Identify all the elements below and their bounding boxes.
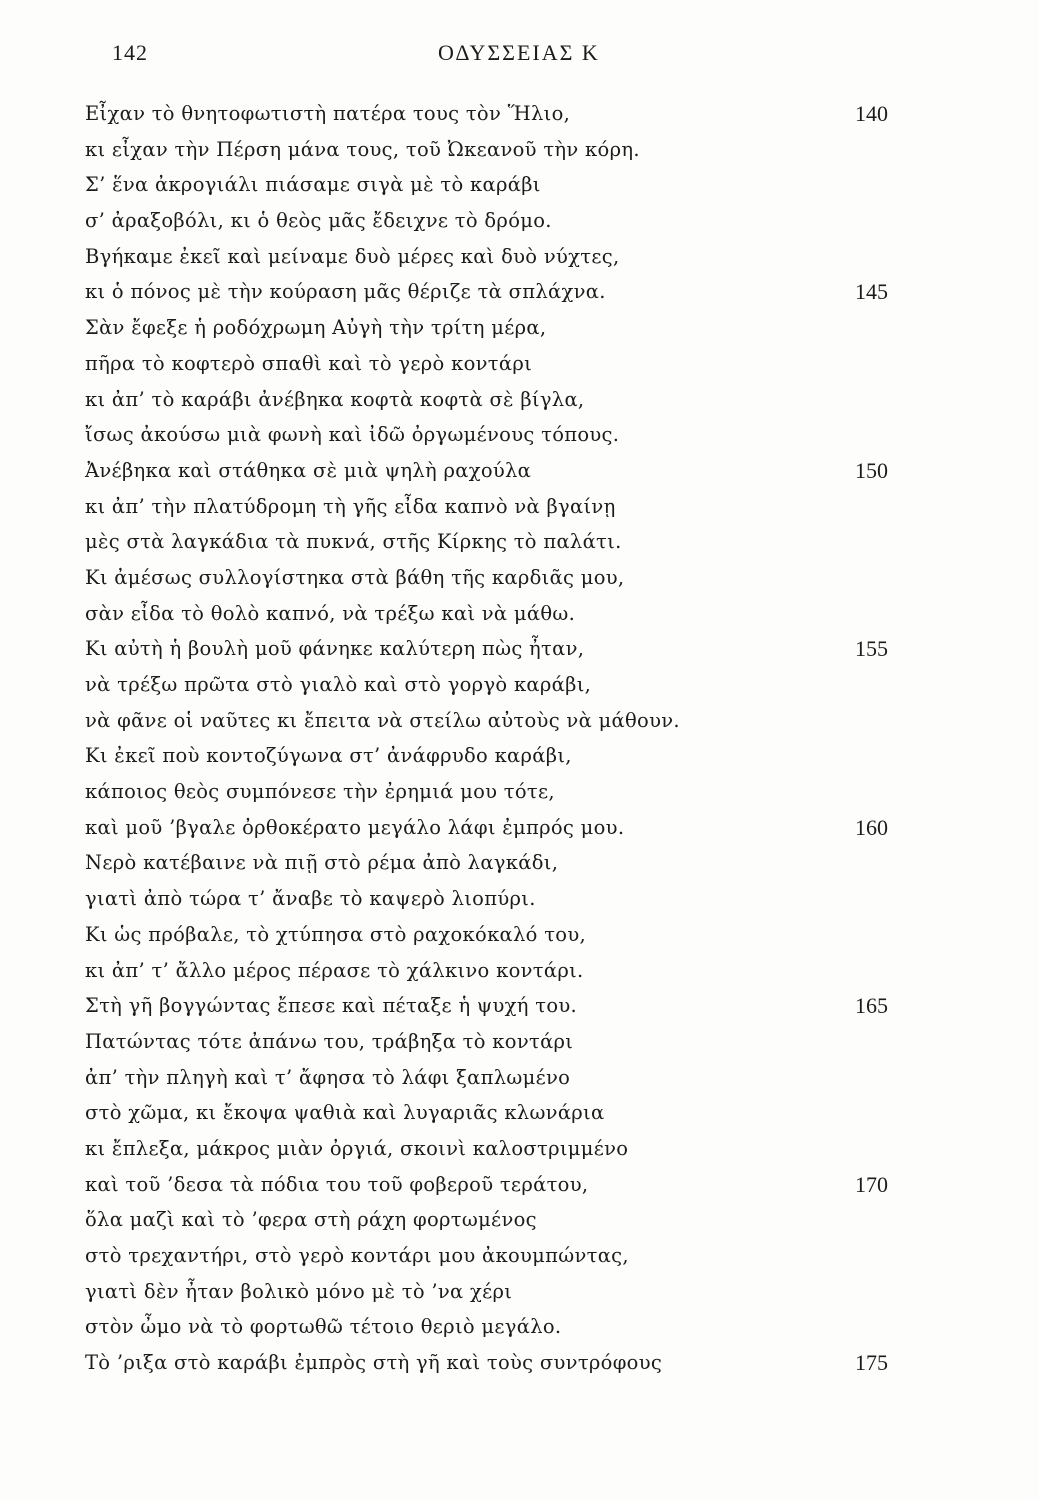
verse-line bbox=[0, 560, 1039, 596]
verse-line bbox=[0, 132, 1039, 168]
page-number: 142 bbox=[112, 40, 148, 65]
verse-line bbox=[0, 167, 1039, 203]
verse-line bbox=[0, 382, 1039, 418]
verse-line bbox=[0, 596, 1039, 632]
verse-line bbox=[0, 631, 1039, 667]
verse-line bbox=[0, 453, 1039, 489]
verse-text: γιατὶ δὲν ἦταν βολικὸ μόνο μὲ τὸ ’να χέρι bbox=[85, 1279, 513, 1303]
verse-line bbox=[0, 667, 1039, 703]
poem-body bbox=[0, 96, 1039, 1381]
line-number: 175 bbox=[855, 1350, 888, 1376]
verse-text: Σὰν ἔφεξε ἡ ροδόχρωμη Αὐγὴ τὴν τρίτη μέρα, bbox=[85, 316, 547, 340]
line-number: 165 bbox=[855, 993, 888, 1019]
verse-line bbox=[0, 1060, 1039, 1096]
verse-line bbox=[0, 346, 1039, 382]
verse-line bbox=[0, 917, 1039, 953]
verse-text: σ’ ἀραξοβόλι, κι ὁ θεὸς μᾶς ἔδειχνε τὸ δρόμο. bbox=[85, 209, 552, 233]
verse-line bbox=[0, 274, 1039, 310]
verse-line bbox=[0, 1309, 1039, 1345]
line-number: 145 bbox=[855, 279, 888, 305]
verse-line bbox=[0, 1024, 1039, 1060]
verse-line bbox=[0, 774, 1039, 810]
verse-text: κι ἀπ’ τὸ καράβι ἀνέβηκα κοφτὰ κοφτὰ σὲ βίγλα, bbox=[85, 387, 585, 411]
verse-text: κι ἀπ’ τὴν πλατύδρομη τὴ γῆς εἶδα καπνὸ νὰ βγαίνῃ bbox=[85, 494, 616, 518]
verse-text: κι ἔπλεξα, μάκρος μιὰν ὀργιά, σκοινὶ καλοστριμμένο bbox=[85, 1136, 629, 1160]
verse-line bbox=[0, 524, 1039, 560]
verse-text: ἀπ’ τὴν πληγὴ καὶ τ’ ἄφησα τὸ λάφι ξαπλωμένο bbox=[85, 1065, 571, 1089]
page-header bbox=[0, 38, 1039, 78]
verse-line bbox=[0, 203, 1039, 239]
verse-text: κι ὁ πόνος μὲ τὴν κούραση μᾶς θέριζε τὰ σπλάχνα. bbox=[85, 280, 606, 304]
verse-line bbox=[0, 1202, 1039, 1238]
verse-line bbox=[0, 1131, 1039, 1167]
verse-text: Πατώντας τότε ἀπάνω του, τράβηξα τὸ κοντάρι bbox=[85, 1029, 574, 1053]
verse-text: πῆρα τὸ κοφτερὸ σπαθὶ καὶ τὸ γερὸ κοντάρι bbox=[85, 351, 533, 375]
verse-line bbox=[0, 988, 1039, 1024]
verse-line bbox=[0, 417, 1039, 453]
verse-text: Κι ἀμέσως συλλογίστηκα στὰ βάθη τῆς καρδιᾶς μου, bbox=[85, 565, 625, 589]
verse-text: ὅλα μαζὶ καὶ τὸ ’φερα στὴ ράχη φορτωμένος bbox=[85, 1208, 537, 1232]
verse-line bbox=[0, 1095, 1039, 1131]
verse-text: Τὸ ’ριξα στὸ καράβι ἐμπρὸς στὴ γῆ καὶ τοὺς συντρόφους bbox=[85, 1351, 663, 1375]
verse-text: στὸ τρεχαντήρι, στὸ γερὸ κοντάρι μου ἀκουμπώντας, bbox=[85, 1244, 629, 1267]
verse-line bbox=[0, 96, 1039, 132]
line-number: 160 bbox=[855, 814, 888, 840]
verse-line bbox=[0, 1167, 1039, 1203]
verse-line bbox=[0, 881, 1039, 917]
verse-text: καὶ μοῦ ’βγαλε ὀρθοκέρατο μεγάλο λάφι ἐμπρός μου. bbox=[85, 815, 625, 839]
verse-text: κι ἀπ’ τ’ ἄλλο μέρος πέρασε τὸ χάλκινο κοντάρι. bbox=[85, 958, 584, 982]
verse-text: Εἶχαν τὸ θνητοφωτιστὴ πατέρα τους τὸν Ἥλιο, bbox=[85, 102, 571, 125]
verse-line bbox=[0, 1345, 1039, 1381]
verse-text: Κι ὡς πρόβαλε, τὸ χτύπησα στὸ ραχοκόκαλό του, bbox=[85, 922, 586, 946]
verse-line bbox=[0, 1238, 1039, 1274]
verse-line bbox=[0, 810, 1039, 846]
verse-line bbox=[0, 845, 1039, 881]
verse-text: κι εἶχαν τὴν Πέρση μάνα τους, τοῦ Ὠκεανοῦ τὴν κόρη. bbox=[85, 137, 640, 161]
verse-text: μὲς στὰ λαγκάδια τὰ πυκνά, στῆς Κίρκης τὸ παλάτι. bbox=[85, 530, 622, 554]
verse-line bbox=[0, 239, 1039, 275]
verse-text: ἴσως ἀκούσω μιὰ φωνὴ καὶ ἰδῶ ὀργωμένους τόπους. bbox=[85, 423, 620, 447]
line-number: 140 bbox=[855, 101, 888, 126]
verse-text: στὸν ὦμο νὰ τὸ φορτωθῶ τέτοιο θεριὸ μεγάλο. bbox=[85, 1315, 562, 1339]
verse-text: νὰ φᾶνε οἱ ναῦτες κι ἔπειτα νὰ στείλω αὐτοὺς νὰ μάθουν. bbox=[85, 708, 680, 732]
verse-text: Νερὸ κατέβαινε νὰ πιῇ στὸ ρέμα ἀπὸ λαγκάδι, bbox=[85, 851, 559, 875]
verse-line bbox=[0, 703, 1039, 739]
verse-text: Σ’ ἕνα ἀκρογιάλι πιάσαμε σιγὰ μὲ τὸ καράβι bbox=[85, 173, 541, 197]
verse-line bbox=[0, 310, 1039, 346]
verse-text: Κι ἐκεῖ ποὺ κοντοζύγωνα στ’ ἀνάφρυδο καράβι, bbox=[85, 744, 572, 768]
verse-text: Ἀνέβηκα καὶ στάθηκα σὲ μιὰ ψηλὴ ραχούλα bbox=[85, 458, 532, 482]
verse-line bbox=[0, 953, 1039, 989]
line-number: 150 bbox=[855, 457, 888, 483]
verse-text: σὰν εἶδα τὸ θολὸ καπνό, νὰ τρέξω καὶ νὰ μάθω. bbox=[85, 601, 576, 625]
verse-text: Κι αὐτὴ ἡ βουλὴ μοῦ φάνηκε καλύτερη πὼς ἦταν, bbox=[85, 637, 585, 661]
verse-line bbox=[0, 489, 1039, 525]
line-number: 170 bbox=[855, 1171, 888, 1197]
line-number: 155 bbox=[855, 636, 888, 662]
verse-text: στὸ χῶμα, κι ἔκοψα ψαθιὰ καὶ λυγαριᾶς κλωνάρια bbox=[85, 1101, 605, 1125]
verse-line bbox=[0, 1274, 1039, 1310]
verse-text: νὰ τρέξω πρῶτα στὸ γιαλὸ καὶ στὸ γοργὸ καράβι, bbox=[85, 673, 592, 696]
verse-text: Στὴ γῆ βογγώντας ἔπεσε καὶ πέταξε ἡ ψυχή του. bbox=[85, 994, 578, 1018]
verse-line bbox=[0, 738, 1039, 774]
verse-text: Βγήκαμε ἐκεῖ καὶ μείναμε δυὸ μέρες καὶ δυὸ νύχτες, bbox=[85, 244, 620, 268]
verse-text: καὶ τοῦ ’δεσα τὰ πόδια του τοῦ φοβεροῦ τεράτου, bbox=[85, 1172, 589, 1196]
verse-text: κάποιος θεὸς συμπόνεσε τὴν ἐρημιά μου τότε, bbox=[85, 780, 555, 804]
running-title: ΟΔΥΣΣΕΙΑΣ Κ bbox=[438, 40, 600, 65]
verse-text: γιατὶ ἀπὸ τώρα τ’ ἄναβε τὸ καψερὸ λιοπύρι. bbox=[85, 887, 536, 911]
